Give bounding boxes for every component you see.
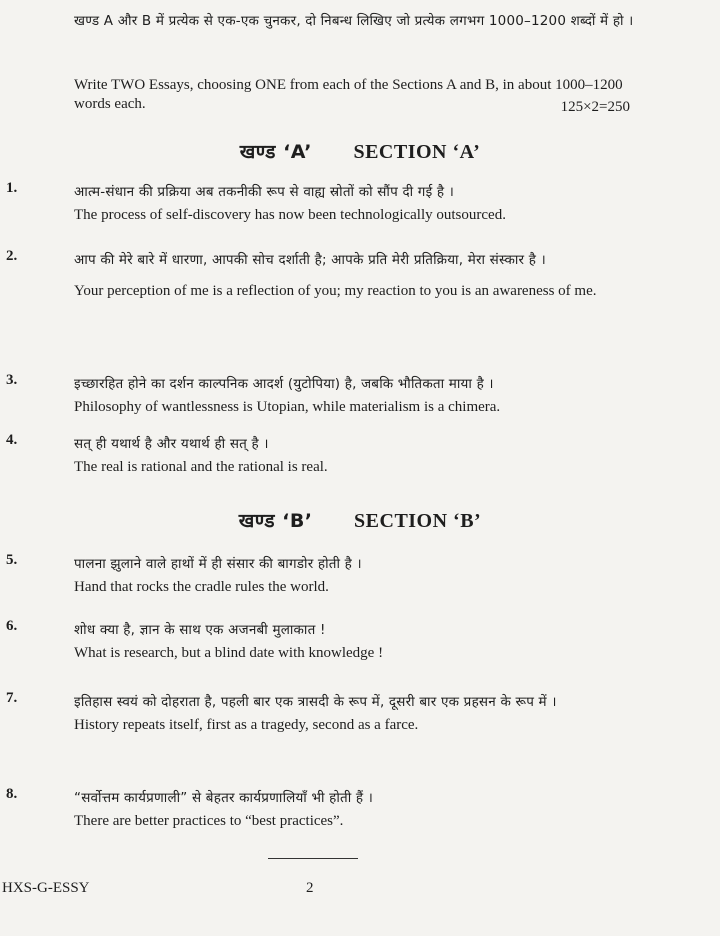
section-b-heading	[0, 507, 720, 533]
section-b-hindi: खण्ड ‘B’	[238, 510, 313, 532]
page-number: 2	[306, 880, 314, 896]
question-hindi: इच्छारहित होने का दर्शन काल्पनिक आदर्श (युटोपिया) है, जबकि भौतिकता माया है ।	[74, 376, 494, 392]
question-english: Hand that rocks the cradle rules the world.	[74, 579, 329, 595]
question-body	[74, 690, 630, 736]
question-hindi: पालना झुलाने वाले हाथों में ही संसार की बागडोर होती है ।	[74, 556, 362, 572]
question-body	[74, 786, 630, 832]
section-a-hindi: खण्ड ‘A’	[239, 141, 312, 163]
question-number: 3.	[6, 372, 18, 388]
instructions-english: Write TWO Essays, choosing ONE from each of the Sections A and B, in about 1000–1200 words each.	[74, 77, 623, 112]
question-number: 8.	[6, 786, 18, 802]
question-hindi: सत् ही यथार्थ है और यथार्थ ही सत् है ।	[74, 436, 269, 452]
question-body	[74, 180, 630, 226]
section-a-heading	[0, 138, 720, 164]
question-number: 4.	[6, 432, 18, 448]
question-english: The real is rational and the rational is real.	[74, 459, 328, 475]
question-hindi: आप की मेरे बारे में धारणा, आपकी सोच दर्शाती है; आपके प्रति मेरी प्रतिक्रिया, मेरा संस्कार है ।	[74, 252, 546, 268]
question-number: 1.	[6, 180, 18, 196]
question-english: Philosophy of wantlessness is Utopian, while materialism is a chimera.	[74, 399, 501, 415]
question-hindi: शोध क्या है, ज्ञान के साथ एक अजनबी मुलाकात !	[74, 622, 326, 638]
section-b-english: SECTION ‘B’	[354, 510, 482, 532]
question-english: There are better practices to “best practices”.	[74, 813, 344, 829]
section-a-english: SECTION ‘A’	[353, 141, 481, 163]
question-hindi: आत्म-संधान की प्रक्रिया अब तकनीकी रूप से वाह्य स्रोतों को सौंप दी गई है ।	[74, 184, 455, 200]
question-number: 2.	[6, 248, 18, 264]
footer-divider	[268, 858, 358, 859]
question-number: 5.	[6, 552, 18, 568]
question-hindi: “सर्वोत्तम कार्यप्रणाली” से बेहतर कार्यप्रणालियाँ भी होती हैं ।	[74, 790, 374, 806]
question-body	[74, 432, 630, 478]
question-body	[74, 372, 630, 418]
paper-code: HXS-G-ESSY	[2, 880, 90, 896]
question-body	[74, 618, 630, 664]
question-english: The process of self-discovery has now been technologically outsourced.	[74, 207, 506, 223]
question-body	[74, 552, 630, 598]
question-number: 6.	[6, 618, 18, 634]
question-english: History repeats itself, first as a tragedy, second as a farce.	[74, 717, 419, 733]
question-number: 7.	[6, 690, 18, 706]
instructions-hindi: खण्ड A और B में प्रत्येक से एक-एक चुनकर, दो निबन्ध लिखिए जो प्रत्येक लगभग 1000–1200 शब्दों में हो ।	[74, 13, 634, 29]
question-english: Your perception of me is a reflection of you; my reaction to you is an awareness of me.	[74, 283, 597, 299]
marks-allocation: 125×2=250	[560, 99, 630, 115]
question-body	[74, 248, 630, 302]
instructions-english-block	[74, 76, 630, 116]
question-hindi: इतिहास स्वयं को दोहराता है, पहली बार एक त्रासदी के रूप में, दूसरी बार एक प्रहसन के रूप में ।	[74, 694, 557, 710]
question-english: What is research, but a blind date with knowledge !	[74, 645, 384, 661]
